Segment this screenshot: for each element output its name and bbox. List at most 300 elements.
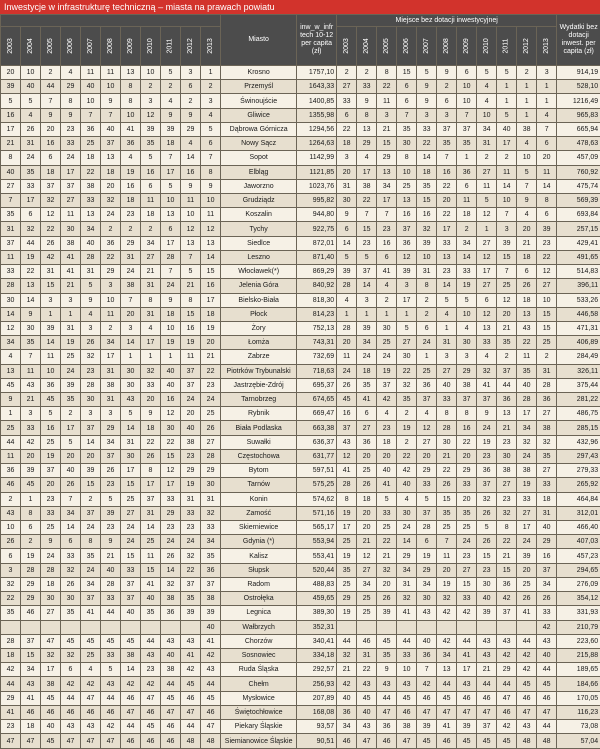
- rank-cell: 23: [201, 378, 221, 392]
- rank-cell: 10: [21, 66, 41, 80]
- rank-cell: 33: [141, 378, 161, 392]
- no-subsidy-rank-cell: 31: [397, 577, 417, 591]
- rank-cell: 22: [81, 165, 101, 179]
- no-subsidy-rank-cell: 27: [337, 80, 357, 94]
- no-subsidy-value-cell: 223,60: [557, 634, 600, 648]
- rank-cell: 17: [61, 421, 81, 435]
- no-subsidy-rank-cell: 41: [357, 393, 377, 407]
- rank-cell: 46: [161, 720, 181, 734]
- no-subsidy-rank-cell: 17: [377, 193, 397, 207]
- rank-cell: 9: [181, 179, 201, 193]
- no-subsidy-rank-cell: 32: [537, 435, 557, 449]
- no-subsidy-rank-cell: 12: [397, 250, 417, 264]
- table-row: [1, 521, 600, 535]
- no-subsidy-rank-cell: 33: [457, 478, 477, 492]
- no-subsidy-rank-cell: 21: [437, 449, 457, 463]
- year-label: 2009: [126, 38, 134, 54]
- no-subsidy-rank-cell: 20: [497, 307, 517, 321]
- rank-cell: [61, 620, 81, 634]
- rank-cell: 4: [21, 108, 41, 122]
- no-subsidy-rank-cell: 12: [497, 293, 517, 307]
- no-subsidy-rank-cell: 5: [417, 66, 437, 80]
- rank-cell: 17: [161, 478, 181, 492]
- no-subsidy-rank-cell: 47: [397, 734, 417, 749]
- rank-cell: 40: [1, 165, 21, 179]
- no-subsidy-value-cell: 760,92: [557, 165, 600, 179]
- no-subsidy-rank-cell: 2: [497, 151, 517, 165]
- rank-cell: 39: [101, 506, 121, 520]
- rank-cell: 11: [1, 449, 21, 463]
- no-subsidy-rank-cell: 1: [477, 222, 497, 236]
- no-subsidy-rank-cell: 20: [437, 563, 457, 577]
- table-row: [1, 464, 600, 478]
- no-subsidy-rank-cell: 36: [397, 236, 417, 250]
- no-subsidy-rank-cell: [357, 620, 377, 634]
- table-row: [1, 563, 600, 577]
- city-cell: Rybnik: [221, 407, 297, 421]
- rank-cell: 19: [21, 549, 41, 563]
- rank-cell: 22: [141, 435, 161, 449]
- rank-cell: 40: [61, 464, 81, 478]
- no-subsidy-rank-cell: 36: [477, 464, 497, 478]
- no-subsidy-rank-cell: 18: [357, 492, 377, 506]
- no-subsidy-rank-cell: 22: [337, 122, 357, 136]
- rank-cell: 19: [181, 478, 201, 492]
- rank-cell: 10: [41, 364, 61, 378]
- no-subsidy-rank-cell: 22: [397, 364, 417, 378]
- rank-cell: 44: [181, 720, 201, 734]
- no-subsidy-rank-cell: 34: [537, 577, 557, 591]
- rank-cell: 42: [201, 648, 221, 662]
- no-subsidy-rank-cell: 33: [397, 648, 417, 662]
- rank-cell: 44: [121, 720, 141, 734]
- no-subsidy-rank-cell: 39: [517, 549, 537, 563]
- no-subsidy-rank-cell: 32: [497, 506, 517, 520]
- no-subsidy-rank-cell: 10: [397, 165, 417, 179]
- no-subsidy-rank-cell: 5: [437, 293, 457, 307]
- no-subsidy-rank-cell: 43: [397, 677, 417, 691]
- rank-cell: 41: [141, 577, 161, 591]
- no-subsidy-rank-cell: 46: [337, 734, 357, 749]
- year-label: 2011: [502, 38, 510, 54]
- rank-cell: 45: [201, 691, 221, 705]
- no-subsidy-rank-cell: 43: [537, 634, 557, 648]
- rank-cell: 3: [201, 94, 221, 108]
- rank-cell: 29: [21, 592, 41, 606]
- no-subsidy-value-cell: 354,12: [557, 592, 600, 606]
- no-subsidy-rank-cell: 3: [377, 108, 397, 122]
- no-subsidy-rank-cell: 17: [517, 407, 537, 421]
- no-subsidy-rank-cell: 11: [437, 549, 457, 563]
- no-subsidy-rank-cell: 35: [437, 506, 457, 520]
- no-subsidy-rank-cell: 36: [337, 705, 357, 719]
- no-subsidy-rank-cell: 36: [417, 648, 437, 662]
- no-subsidy-rank-cell: 30: [457, 336, 477, 350]
- rank-cell: 24: [201, 393, 221, 407]
- no-subsidy-rank-cell: 31: [477, 137, 497, 151]
- no-subsidy-value-cell: 331,93: [557, 606, 600, 620]
- no-subsidy-rank-cell: 23: [497, 492, 517, 506]
- no-subsidy-rank-cell: 13: [357, 122, 377, 136]
- city-cell: Krosno: [221, 66, 297, 80]
- no-subsidy-rank-cell: 47: [537, 705, 557, 719]
- rank-year-header: [61, 27, 81, 66]
- rank-cell: 45: [41, 691, 61, 705]
- rank-cell: 23: [81, 364, 101, 378]
- no-subsidy-rank-cell: 5: [337, 250, 357, 264]
- table-row: [1, 236, 600, 250]
- rank-cell: 39: [81, 464, 101, 478]
- rank-cell: 31: [201, 492, 221, 506]
- no-subsidy-value-cell: 569,39: [557, 193, 600, 207]
- no-subsidy-rank-cell: 22: [437, 179, 457, 193]
- rank-cell: 20: [41, 478, 61, 492]
- no-subsidy-rank-cell: 14: [417, 151, 437, 165]
- no-subsidy-rank-cell: 19: [417, 549, 437, 563]
- no-subsidy-rank-cell: 25: [417, 364, 437, 378]
- no-subsidy-rank-cell: 19: [337, 606, 357, 620]
- rank-cell: 6: [181, 80, 201, 94]
- rank-cell: 37: [61, 179, 81, 193]
- rank-cell: 8: [181, 293, 201, 307]
- no-subsidy-rank-cell: 32: [397, 378, 417, 392]
- city-cell: Włocławek(*): [221, 265, 297, 279]
- no-subsidy-rank-cell: 9: [517, 193, 537, 207]
- rank-cell: 44: [41, 80, 61, 94]
- year-label: 2012: [186, 38, 194, 54]
- no-subsidy-rank-cell: 41: [477, 378, 497, 392]
- rank-cell: 33: [101, 648, 121, 662]
- rank-cell: 5: [81, 279, 101, 293]
- rank-cell: 37: [201, 577, 221, 591]
- no-subsidy-value-cell: 265,92: [557, 478, 600, 492]
- no-subsidy-rank-cell: 25: [377, 521, 397, 535]
- no-subsidy-rank-cell: 35: [417, 179, 437, 193]
- rank-cell: 36: [81, 122, 101, 136]
- no-subsidy-rank-cell: 13: [497, 407, 517, 421]
- rank-cell: 31: [141, 506, 161, 520]
- no-subsidy-rank-cell: 12: [357, 549, 377, 563]
- rank-cell: 40: [161, 648, 181, 662]
- no-subsidy-rank-cell: 44: [337, 634, 357, 648]
- rank-cell: 3: [81, 407, 101, 421]
- no-subsidy-rank-cell: 1: [377, 307, 397, 321]
- no-subsidy-rank-cell: 24: [357, 350, 377, 364]
- no-subsidy-rank-cell: 10: [497, 193, 517, 207]
- no-subsidy-rank-cell: 5: [397, 321, 417, 335]
- value-cell: 292,57: [297, 663, 337, 677]
- rank-cell: 27: [141, 250, 161, 264]
- rank-cell: 32: [61, 648, 81, 662]
- rank-cell: 39: [21, 464, 41, 478]
- no-subsidy-rank-cell: 27: [477, 236, 497, 250]
- no-subsidy-rank-cell: 33: [337, 94, 357, 108]
- rank-cell: 45: [61, 634, 81, 648]
- rank-cell: 21: [181, 279, 201, 293]
- no-subsidy-rank-cell: 1: [497, 94, 517, 108]
- rank-cell: 33: [101, 592, 121, 606]
- rank-cell: 47: [161, 705, 181, 719]
- rank-cell: 36: [201, 563, 221, 577]
- no-subsidy-value-cell: 407,03: [557, 535, 600, 549]
- no-subsidy-rank-cell: 6: [457, 66, 477, 80]
- no-subsidy-value-cell: 294,65: [557, 563, 600, 577]
- no-subsidy-rank-cell: 37: [477, 393, 497, 407]
- no-subsidy-value-cell: 189,65: [557, 663, 600, 677]
- rank-cell: 30: [121, 378, 141, 392]
- rank-cell: 41: [21, 691, 41, 705]
- rank-cell: 47: [1, 734, 21, 749]
- no-subsidy-rank-cell: 6: [477, 293, 497, 307]
- rank-cell: 46: [1, 478, 21, 492]
- no-subsidy-rank-cell: 23: [357, 236, 377, 250]
- value-cell: 488,83: [297, 577, 337, 591]
- rank-cell: 4: [161, 94, 181, 108]
- rank-cell: 37: [141, 492, 161, 506]
- value-cell: 93,57: [297, 720, 337, 734]
- no-subsidy-rank-cell: 20: [357, 521, 377, 535]
- no-subsidy-rank-cell: 46: [357, 634, 377, 648]
- rank-cell: [181, 620, 201, 634]
- rank-cell: 15: [141, 563, 161, 577]
- no-subsidy-rank-cell: 40: [377, 464, 397, 478]
- no-subsidy-value-cell: 457,09: [557, 151, 600, 165]
- no-subsidy-rank-cell: 31: [537, 364, 557, 378]
- year-label: 2013: [542, 38, 550, 54]
- table-row: [1, 350, 600, 364]
- no-subsidy-rank-cell: 18: [457, 208, 477, 222]
- rank-cell: 45: [21, 478, 41, 492]
- year-label: 2009: [462, 38, 470, 54]
- no-subsidy-rank-cell: 23: [477, 449, 497, 463]
- no-subsidy-rank-cell: 10: [477, 108, 497, 122]
- no-subsidy-rank-cell: 36: [377, 720, 397, 734]
- city-cell: Elbląg: [221, 165, 297, 179]
- rank-cell: 14: [1, 307, 21, 321]
- no-subsidy-rank-cell: 34: [357, 336, 377, 350]
- rank-cell: 44: [161, 677, 181, 691]
- no-subsidy-rank-cell: 15: [497, 563, 517, 577]
- no-subsidy-rank-cell: 8: [377, 66, 397, 80]
- no-subsidy-rank-cell: 29: [377, 151, 397, 165]
- rank-cell: 3: [61, 293, 81, 307]
- table-row: [1, 250, 600, 264]
- no-subsidy-rank-cell: 9: [477, 407, 497, 421]
- no-subsidy-rank-cell: 47: [357, 734, 377, 749]
- rank-cell: 5: [161, 66, 181, 80]
- rank-cell: 15: [81, 478, 101, 492]
- year-label: 2004: [26, 38, 34, 54]
- rank-cell: 39: [1, 80, 21, 94]
- no-subsidy-rank-cell: 12: [477, 307, 497, 321]
- no-subsidy-rank-year-header: [497, 27, 517, 66]
- rank-cell: 13: [21, 279, 41, 293]
- table-row: [1, 677, 600, 691]
- no-subsidy-rank-cell: 20: [517, 563, 537, 577]
- no-subsidy-rank-cell: 29: [417, 563, 437, 577]
- rank-cell: 11: [61, 208, 81, 222]
- rank-cell: 40: [201, 620, 221, 634]
- no-subsidy-rank-cell: 38: [497, 464, 517, 478]
- rank-cell: 18: [21, 720, 41, 734]
- no-subsidy-rank-cell: 47: [457, 705, 477, 719]
- table-row: [1, 137, 600, 151]
- no-subsidy-rank-cell: 28: [517, 393, 537, 407]
- no-subsidy-rank-cell: 45: [517, 677, 537, 691]
- no-subsidy-rank-cell: 48: [537, 734, 557, 749]
- no-subsidy-rank-cell: 5: [517, 165, 537, 179]
- no-subsidy-rank-cell: 6: [537, 137, 557, 151]
- rank-cell: 43: [1, 506, 21, 520]
- no-subsidy-rank-cell: 1: [497, 80, 517, 94]
- table-row: [1, 265, 600, 279]
- rank-cell: 5: [21, 94, 41, 108]
- value-cell: 352,31: [297, 620, 337, 634]
- rank-cell: 20: [61, 449, 81, 463]
- no-subsidy-rank-cell: 44: [517, 634, 537, 648]
- rank-cell: 7: [201, 151, 221, 165]
- rank-cell: 35: [141, 137, 161, 151]
- rank-cell: 42: [181, 663, 201, 677]
- rank-cell: 9: [41, 108, 61, 122]
- value-cell: 1023,76: [297, 179, 337, 193]
- city-cell: Mysłowice: [221, 691, 297, 705]
- rank-cell: 32: [61, 563, 81, 577]
- rank-cell: 34: [101, 336, 121, 350]
- no-subsidy-rank-cell: 42: [457, 606, 477, 620]
- table-row: [1, 80, 600, 94]
- rank-cell: 11: [101, 66, 121, 80]
- city-cell: Dąbrowa Górnicza: [221, 122, 297, 136]
- rank-cell: [81, 620, 101, 634]
- no-subsidy-rank-cell: 19: [457, 279, 477, 293]
- no-subsidy-rank-cell: 32: [337, 648, 357, 662]
- rank-cell: 5: [181, 265, 201, 279]
- rank-cell: 10: [161, 321, 181, 335]
- rank-cell: 14: [121, 336, 141, 350]
- rank-cell: 27: [1, 179, 21, 193]
- rank-cell: 32: [101, 193, 121, 207]
- rank-cell: 32: [81, 350, 101, 364]
- value-cell: 752,13: [297, 321, 337, 335]
- rank-cell: 6: [1, 549, 21, 563]
- city-cell: Radom: [221, 577, 297, 591]
- no-subsidy-rank-cell: 40: [517, 378, 537, 392]
- no-subsidy-rank-cell: 14: [357, 279, 377, 293]
- rank-cell: 16: [141, 165, 161, 179]
- no-subsidy-rank-cell: 2: [417, 293, 437, 307]
- city-cell: Tychy: [221, 222, 297, 236]
- rank-cell: 41: [181, 648, 201, 662]
- no-subsidy-rank-cell: 1: [537, 94, 557, 108]
- no-subsidy-rank-cell: 29: [497, 663, 517, 677]
- rank-cell: 43: [201, 663, 221, 677]
- no-subsidy-rank-cell: 4: [377, 279, 397, 293]
- rank-cell: 35: [81, 549, 101, 563]
- no-subsidy-rank-cell: 6: [397, 94, 417, 108]
- value-cell: 1264,63: [297, 137, 337, 151]
- rank-cell: 29: [161, 506, 181, 520]
- no-subsidy-rank-cell: 3: [417, 108, 437, 122]
- rank-cell: 38: [161, 663, 181, 677]
- rank-cell: 47: [41, 634, 61, 648]
- rank-cell: 25: [81, 137, 101, 151]
- year-label: 2003: [6, 38, 14, 54]
- no-subsidy-rank-cell: 13: [437, 250, 457, 264]
- no-subsidy-rank-cell: 22: [357, 193, 377, 207]
- rank-cell: 24: [161, 279, 181, 293]
- rank-cell: 14: [121, 663, 141, 677]
- rank-cell: 44: [141, 634, 161, 648]
- rank-cell: 4: [121, 151, 141, 165]
- no-subsidy-rank-cell: 26: [337, 378, 357, 392]
- no-subsidy-rank-cell: 42: [437, 634, 457, 648]
- rank-cell: 47: [81, 734, 101, 749]
- no-subsidy-rank-cell: 20: [457, 449, 477, 463]
- value-cell: 597,51: [297, 464, 337, 478]
- no-subsidy-rank-cell: 10: [457, 80, 477, 94]
- year-label: 2012: [522, 38, 530, 54]
- no-subsidy-rank-cell: 47: [417, 705, 437, 719]
- rank-cell: 38: [101, 378, 121, 392]
- no-subsidy-rank-cell: 40: [537, 521, 557, 535]
- table-row: [1, 691, 600, 705]
- value-cell: 1121,85: [297, 165, 337, 179]
- no-subsidy-rank-cell: 37: [477, 720, 497, 734]
- rank-cell: 5: [141, 151, 161, 165]
- rank-cell: 2: [201, 80, 221, 94]
- no-subsidy-value-cell: 285,15: [557, 421, 600, 435]
- rank-cell: 14: [21, 293, 41, 307]
- rank-cell: 29: [121, 236, 141, 250]
- rank-cell: 24: [121, 265, 141, 279]
- rank-cell: 26: [21, 122, 41, 136]
- rank-cell: 37: [121, 592, 141, 606]
- no-subsidy-rank-cell: 6: [537, 208, 557, 222]
- city-cell: Wałbrzych: [221, 620, 297, 634]
- no-subsidy-rank-cell: 8: [537, 193, 557, 207]
- no-subsidy-rank-cell: 27: [437, 364, 457, 378]
- no-subsidy-rank-cell: 34: [397, 563, 417, 577]
- no-subsidy-rank-cell: 8: [497, 521, 517, 535]
- no-subsidy-rank-cell: 12: [477, 250, 497, 264]
- rank-cell: 9: [41, 535, 61, 549]
- rank-cell: 30: [161, 421, 181, 435]
- rank-cell: 7: [121, 293, 141, 307]
- no-subsidy-value-cell: 184,66: [557, 677, 600, 691]
- no-subsidy-rank-cell: 47: [477, 705, 497, 719]
- rank-cell: 38: [201, 592, 221, 606]
- rank-cell: 13: [161, 208, 181, 222]
- no-subsidy-rank-cell: 17: [497, 137, 517, 151]
- city-cell: Grudziądz: [221, 193, 297, 207]
- rank-cell: 20: [101, 179, 121, 193]
- no-subsidy-rank-cell: 6: [337, 222, 357, 236]
- no-subsidy-rank-cell: 30: [397, 137, 417, 151]
- no-subsidy-rank-cell: 36: [457, 165, 477, 179]
- no-subsidy-rank-cell: 6: [337, 108, 357, 122]
- no-subsidy-rank-cell: 25: [357, 606, 377, 620]
- rank-cell: 43: [21, 378, 41, 392]
- table-row: [1, 208, 600, 222]
- rank-cell: 5: [61, 435, 81, 449]
- no-subsidy-rank-cell: 44: [437, 677, 457, 691]
- no-subsidy-rank-cell: 15: [537, 321, 557, 335]
- rank-cell: 31: [141, 307, 161, 321]
- no-subsidy-value-cell: 297,43: [557, 449, 600, 463]
- rank-cell: 41: [81, 606, 101, 620]
- no-subsidy-rank-cell: 12: [337, 449, 357, 463]
